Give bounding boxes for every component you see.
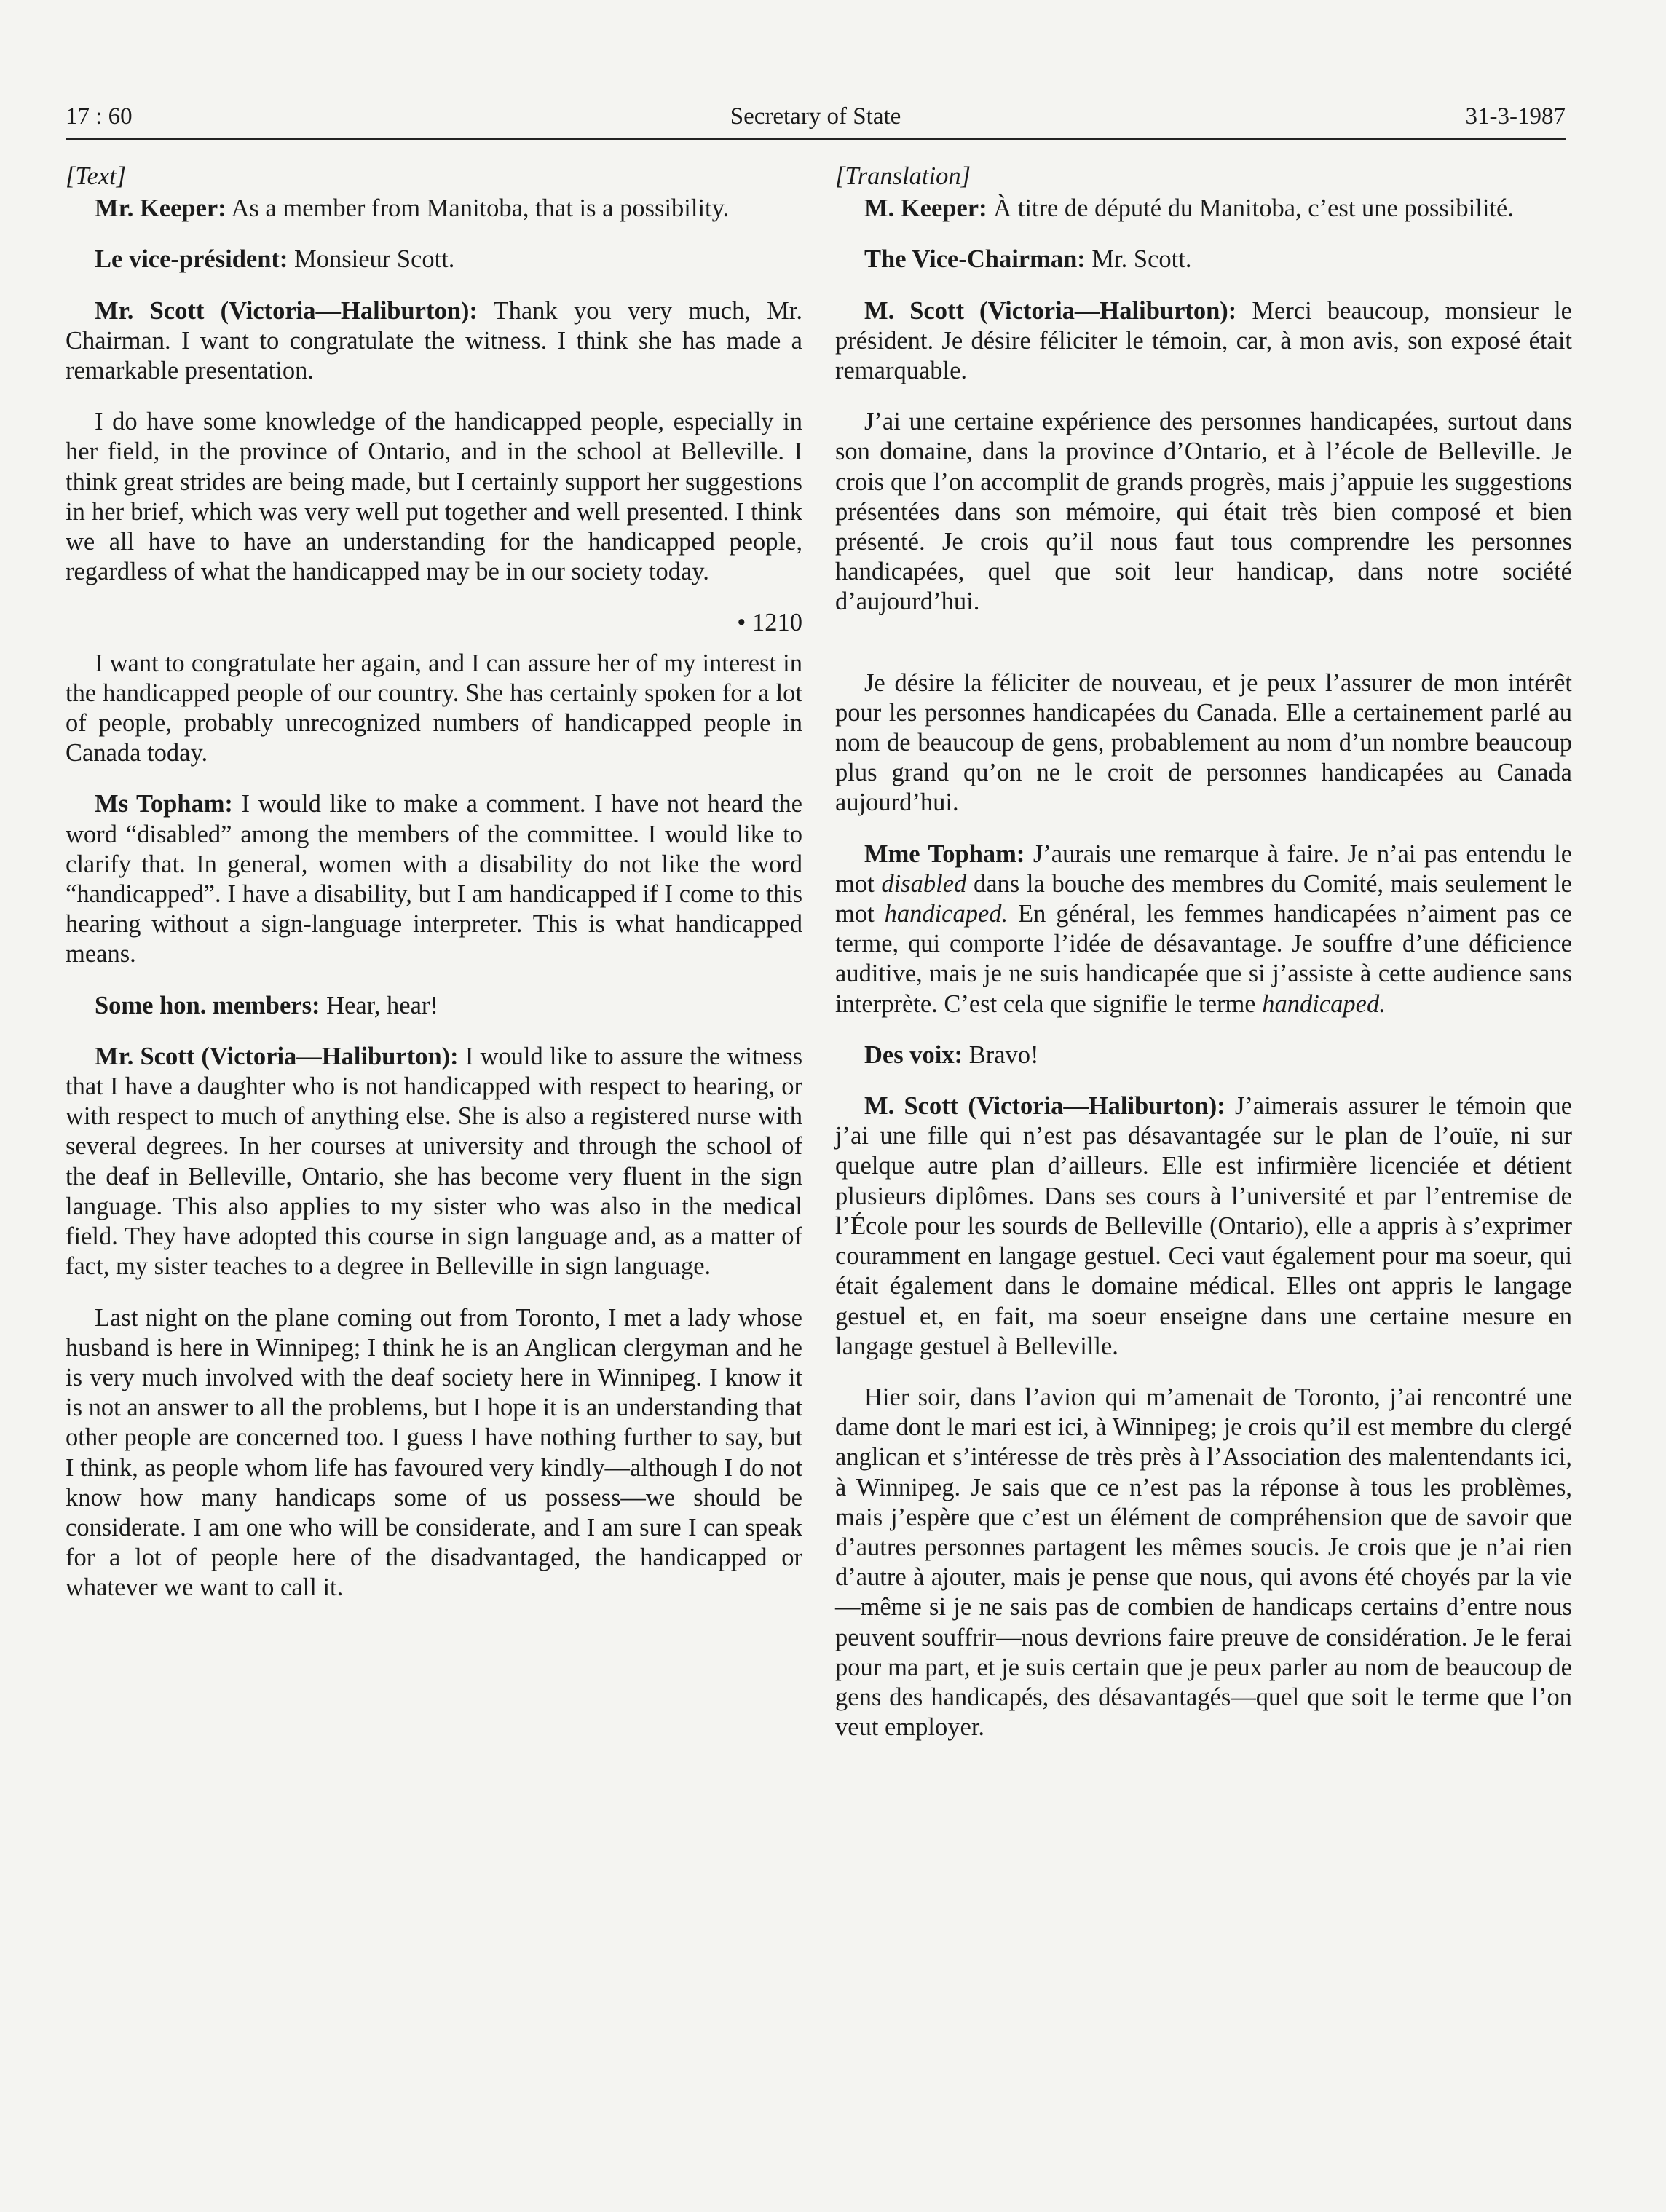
time-marker: • 1210	[737, 609, 802, 637]
paragraph	[835, 840, 1572, 1019]
paragraph	[835, 1040, 1572, 1070]
speech-text: Monsieur Scott.	[288, 245, 455, 274]
paragraph: Last night on the plane coming out from Toronto, I met a lady whose husband is here in Winnipeg; I think he is an Anglican clergyman and he is very much involved with the deaf society here in Winnipeg. I know it is not an answer to all the problems, but I hope it is an understanding that other people are concerned too. I guess I have nothing further to say, but I think, as people whom life has favoured very kindly—although I do not know how many handicaps some of us possess—we should be considerate. I am one who will be considerate, and I am sure I can speak for a lot of people here of the disadvantaged, the handicapped or whatever we want to call it.	[66, 1303, 802, 1602]
speaker-name: Le vice-président:	[95, 245, 288, 274]
paragraph	[66, 1042, 802, 1282]
speaker-name: Ms Topham:	[95, 790, 233, 818]
paragraph	[835, 1091, 1572, 1362]
italic-term: handicaped.	[1262, 990, 1386, 1018]
section-label: [Text]	[66, 162, 127, 190]
speech-text: Hear, hear!	[320, 991, 438, 1019]
paragraph	[835, 245, 1572, 274]
section-label: [Translation]	[835, 162, 971, 190]
speech-text: I would like to assure the witness that I have a daughter who is not handicapped with respect to hearing, or with respect to much of anything else. She is also a registered nurse with several degrees. In her courses at university and through the school of the deaf in Belleville, Ontario, she has become very fluent in the sign language. This also applies to my sister who was also in the medical field. They have adopted this course in sign language and, as a matter of fact, my sister teaches to a degree in Belleville in sign language.	[66, 1042, 802, 1281]
speech-text: I would like to make a comment. I have not heard the word “disabled” among the members of the committee. I would like to clarify that. In general, women with a disability do not like the word “handicapped”. I have a disability, but I am handicapped if I come to this hearing without a sign-language interpreter. This is what handicapped means.	[66, 790, 802, 968]
italic-term: handicaped.	[884, 900, 1008, 928]
paragraph: Je désire la féliciter de nouveau, et je peux l’assurer de mon intérêt pour les personnes handicapées du Canada. Elle a certainement parlé au nom de beaucoup de gens, probablement au nom d’un nombre beaucoup plus grand qu’on ne le croit de personnes handicapées au Canada aujourd’hui.	[835, 668, 1572, 817]
paragraph	[66, 296, 802, 387]
speaker-name: Mr. Scott (Victoria—Haliburton):	[95, 1042, 459, 1070]
paragraph	[66, 789, 802, 969]
speaker-name: Some hon. members:	[95, 991, 320, 1019]
running-title: Secretary of State	[730, 103, 901, 130]
speech-text: Thank you very much, Mr. Chairman. I want to congratulate the witness. I think she has made a remarkable presentation.	[66, 296, 802, 385]
paragraph	[66, 991, 802, 1021]
speaker-name: M. Scott (Victoria—Haliburton):	[864, 1092, 1225, 1121]
english-column	[66, 162, 802, 1624]
speech-text: Bravo!	[963, 1040, 1039, 1069]
speaker-name: M. Keeper:	[864, 194, 987, 223]
speaker-name: Des voix:	[864, 1040, 963, 1069]
page-header	[66, 100, 1566, 140]
speaker-name: The Vice-Chairman:	[864, 245, 1086, 274]
speaker-name: M. Scott (Victoria—Haliburton):	[864, 296, 1237, 325]
paragraph	[835, 194, 1572, 224]
speaker-name: Mme Topham:	[864, 840, 1025, 868]
paragraph	[66, 245, 802, 274]
speech-text: Mr. Scott.	[1085, 245, 1192, 274]
page-date: 31-3-1987	[1465, 103, 1566, 130]
french-column	[835, 162, 1572, 1763]
speech-text: Merci beaucoup, monsieur le président. Je désire féliciter le témoin, car, à mon avis, son exposé était remarquable.	[835, 296, 1572, 385]
speech-text: As a member from Manitoba, that is a possibility.	[226, 194, 730, 223]
speech-text: J’aimerais assurer le témoin que j’ai une fille qui n’est pas désavantagée sur le plan de l’ouïe, ni sur quelque autre plan d’ailleurs. Elle est infirmière licenciée et détient plusieurs diplômes. Dans ses cours à l’université et par l’entremise de l’École pour les sourds de Belleville (Ontario), elle a appris à s’exprimer couramment en langage gestuel. Ceci vaut également pour ma soeur, qui était également dans le domaine médical. Elles ont appris le langage gestuel et, en fait, ma soeur enseigne dans une certaine mesure en langage gestuel à Belleville.	[835, 1092, 1573, 1360]
speech-text: J’aurais une remarque à faire. Je n’ai pas entendu le mot	[835, 840, 1573, 898]
speaker-name: Mr. Scott (Victoria—Haliburton):	[95, 296, 478, 325]
paragraph	[835, 296, 1572, 387]
speech-text: À titre de député du Manitoba, c’est une possibilité.	[987, 194, 1514, 223]
paragraph	[66, 194, 802, 224]
paragraph: I do have some knowledge of the handicapped people, especially in her field, in the province of Ontario, and in the school at Belleville. I think great strides are being made, but I certainly support her suggestions in her brief, which was very well put together and well presented. I think we all have to have an understanding for the handicapped people, regardless of what the handicapped may be in our society today.	[66, 408, 802, 586]
paragraph: J’ai une certaine expérience des personnes handicapées, surtout dans son domaine, dans la province d’Ontario, et à l’école de Belleville. Je crois que l’on accomplit de grands progrès, mais j’appuie les suggestions présentées dans son mémoire, qui était très bien composé et bien présenté. Je crois qu’il nous faut tous comprendre les personnes handicapées, quel que soit leur handicap, dans notre société d’aujourd’hui.	[835, 408, 1572, 616]
italic-term: disabled	[881, 869, 967, 898]
speech-text: dans la bouche des membres du Comité, mais seulement le mot	[835, 869, 1572, 928]
speech-text: En général, les femmes handicapées n’aiment pas ce terme, qui comporte l’idée de désavantage. Je souffre d’une déficience auditive, mais je ne suis handicapée que si j’assiste à cette audience sans interprète. C’est cela que signifie le terme	[835, 900, 1573, 1018]
page-number: 17 : 60	[66, 103, 133, 130]
paragraph: Hier soir, dans l’avion qui m’amenait de Toronto, j’ai rencontré une dame dont le mari est ici, à Winnipeg; je crois qu’il est membre du clergé anglican et s’intéresse de très près à l’Association des malentendants ici, à Winnipeg. Je sais que ce n’est pas la réponse à tous les problèmes, mais j’espère que c’est un élément de compréhension que de savoir que d’autres personnes partagent les mêmes soucis. Je crois que je n’ai rien d’autre à ajouter, mais je pense que nous, qui avons été choyés par la vie—même si je ne sais pas de combien de handicaps certains d’entre nous peuvent souffrir—nous devrions faire preuve de considération. Je le ferai pour ma part, et je suis certain que je peux parler au nom de beaucoup de gens des handicapés, des désavantagés—quel que soit le terme que l’on veut employer.	[835, 1383, 1572, 1742]
paragraph: I want to congratulate her again, and I can assure her of my interest in the handicapped people of our country. She has certainly spoken for a lot of people, probably unrecognized numbers of handicapped people in Canada today.	[66, 649, 802, 767]
speaker-name: Mr. Keeper:	[95, 194, 226, 223]
